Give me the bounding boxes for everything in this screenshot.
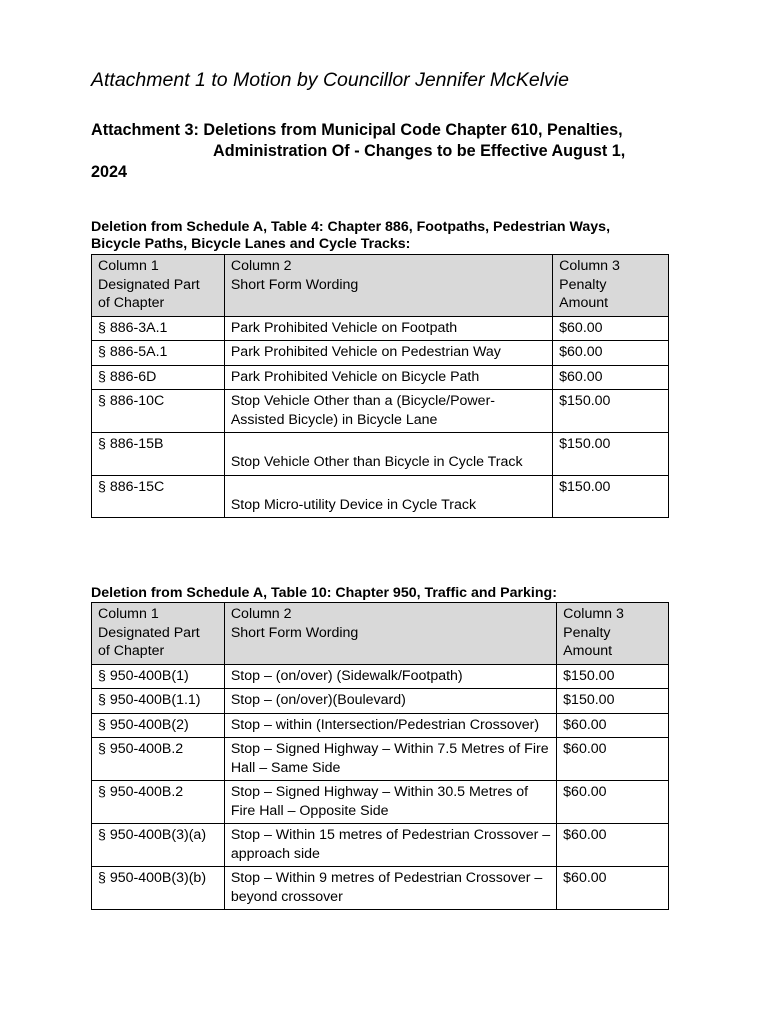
penalty-amount-cell: $60.00: [557, 824, 669, 867]
header-text: of Chapter: [98, 643, 165, 659]
heading-line-2: Administration Of - Changes to be Effective August 1,: [213, 142, 626, 160]
penalty-amount-cell: $60.00: [553, 316, 669, 341]
table-row: [92, 341, 669, 366]
table-row: [92, 824, 669, 867]
table-row: [92, 365, 669, 390]
table-row: [92, 689, 669, 714]
header-text: Designated Part: [98, 624, 200, 641]
short-form-wording-cell: Park Prohibited Vehicle on Bicycle Path: [224, 365, 552, 390]
designated-part-cell: § 950-400B(1.1): [92, 689, 225, 714]
penalty-amount-cell: $60.00: [557, 738, 669, 781]
short-form-wording-cell: Stop Micro-utility Device in Cycle Track: [224, 475, 552, 518]
header-column-3: [553, 255, 669, 317]
heading-line-1: Attachment 3: Deletions from Municipal Code Chapter 610, Penalties,: [91, 121, 623, 139]
table1-caption: [91, 219, 610, 253]
penalty-amount-cell: $60.00: [553, 365, 669, 390]
header-column-1: [92, 603, 225, 665]
header-text: Column 3: [563, 606, 624, 622]
designated-part-cell: § 886-5A.1: [92, 341, 225, 366]
designated-part-cell: § 886-6D: [92, 365, 225, 390]
penalty-amount-cell: $60.00: [557, 781, 669, 824]
short-form-wording-cell: Park Prohibited Vehicle on Pedestrian Way: [224, 341, 552, 366]
penalty-amount-cell: $60.00: [553, 341, 669, 366]
table-row: [92, 713, 669, 738]
short-form-wording-cell: Stop – Signed Highway – Within 30.5 Metres of Fire Hall – Opposite Side: [224, 781, 556, 824]
header-text: Column 1: [98, 258, 159, 274]
table-chapter-886: [91, 254, 669, 518]
header-text: Amount: [559, 295, 609, 311]
penalty-amount-cell: $150.00: [553, 433, 669, 476]
penalty-amount-cell: $150.00: [553, 390, 669, 433]
designated-part-cell: § 886-15C: [92, 475, 225, 518]
header-text: Penalty: [563, 624, 611, 641]
table-row: [92, 738, 669, 781]
designated-part-cell: § 950-400B(3)(a): [92, 824, 225, 867]
table-row: [92, 664, 669, 689]
header-column-2: [224, 603, 556, 665]
header-text: Short Form Wording: [230, 624, 359, 641]
table-row: [92, 433, 669, 476]
designated-part-cell: § 950-400B.2: [92, 738, 225, 781]
header-text: Column 2: [230, 258, 292, 274]
penalty-amount-cell: $60.00: [557, 867, 669, 910]
short-form-wording-cell: Stop – Within 15 metres of Pedestrian Crossover – approach side: [224, 824, 556, 867]
table-header-row: [92, 255, 669, 317]
document-title: Attachment 1 to Motion by Councillor Jennifer McKelvie: [91, 69, 569, 91]
header-text: Short Form Wording: [230, 276, 359, 293]
table2-caption: Deletion from Schedule A, Table 10: Chapter 950, Traffic and Parking:: [91, 585, 557, 601]
table-header-row: [92, 603, 669, 665]
header-text: Column 1: [98, 606, 159, 622]
short-form-wording-cell: Stop – Within 9 metres of Pedestrian Crossover – beyond crossover: [224, 867, 556, 910]
short-form-wording-cell: Stop Vehicle Other than Bicycle in Cycle Track: [224, 433, 552, 476]
designated-part-cell: § 886-3A.1: [92, 316, 225, 341]
penalty-amount-cell: $150.00: [557, 664, 669, 689]
attachment-heading: [91, 120, 691, 183]
heading-line-3: 2024: [91, 163, 128, 181]
header-column-1: [92, 255, 225, 317]
table-row: [92, 867, 669, 910]
header-column-2: [224, 255, 552, 317]
penalty-amount-cell: $150.00: [557, 689, 669, 714]
designated-part-cell: § 950-400B(1): [92, 664, 225, 689]
short-form-wording-cell: Stop – (on/over)(Boulevard): [224, 689, 556, 714]
designated-part-cell: § 886-10C: [92, 390, 225, 433]
table-row: [92, 390, 669, 433]
header-column-3: [557, 603, 669, 665]
header-text: Penalty: [559, 276, 607, 293]
designated-part-cell: § 950-400B(3)(b): [92, 867, 225, 910]
table1-caption-line-2: Bicycle Paths, Bicycle Lanes and Cycle Tracks:: [91, 236, 411, 252]
designated-part-cell: § 950-400B(2): [92, 713, 225, 738]
table-row: [92, 475, 669, 518]
penalty-amount-cell: $150.00: [553, 475, 669, 518]
table-row: [92, 316, 669, 341]
header-text: Column 3: [559, 258, 620, 274]
header-text: Column 2: [230, 606, 292, 622]
short-form-wording-cell: Stop – (on/over) (Sidewalk/Footpath): [224, 664, 556, 689]
designated-part-cell: § 886-15B: [92, 433, 225, 476]
short-form-wording-cell: Stop – within (Intersection/Pedestrian Crossover): [224, 713, 556, 738]
header-text: Designated Part: [98, 276, 200, 293]
short-form-wording-cell: Park Prohibited Vehicle on Footpath: [224, 316, 552, 341]
designated-part-cell: § 950-400B.2: [92, 781, 225, 824]
short-form-wording-cell: Stop – Signed Highway – Within 7.5 Metres of Fire Hall – Same Side: [224, 738, 556, 781]
header-text: Amount: [563, 643, 613, 659]
penalty-amount-cell: $60.00: [557, 713, 669, 738]
table-chapter-950: [91, 602, 669, 910]
table1-caption-line-1: Deletion from Schedule A, Table 4: Chapter 886, Footpaths, Pedestrian Ways,: [91, 219, 611, 235]
short-form-wording-cell: Stop Vehicle Other than a (Bicycle/Power-Assisted Bicycle) in Bicycle Lane: [224, 390, 552, 433]
header-text: of Chapter: [98, 295, 165, 311]
table-row: [92, 781, 669, 824]
